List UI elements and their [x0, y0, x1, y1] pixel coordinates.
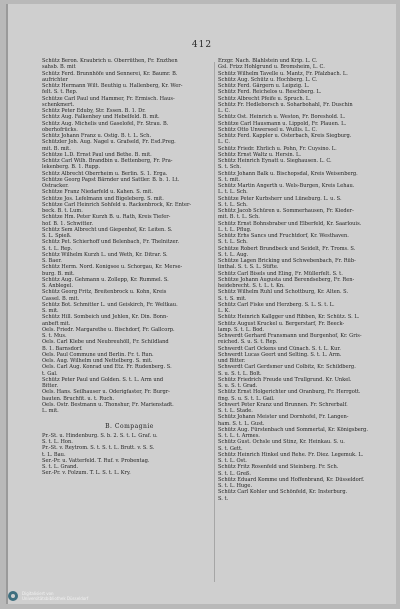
entry-line: mit. B. mit. [42, 145, 71, 152]
entry-line: L. t. L. Pflug. [218, 226, 252, 233]
entry-line: Schütz Fr. Hedleborsch u. Soharbohahl, Fr. Duschin [218, 101, 353, 108]
entry-line: Schütz Eduard Komme und Hoffenbrand, Kr. Düsseldorf. [218, 476, 365, 483]
entry-line: Oels. Friedr. Margarethe u. Bischdorf, Fr. Gallcorp. [42, 326, 175, 333]
entry-line: Schütze Peter Kurbsherr und Lüneburg. L. u. S. [218, 195, 342, 202]
entry-line: Schütze Carl Heinrich Sohfeld u. Rackenbrock, Kr. Enter- [42, 201, 192, 208]
entry-line: S. t. mit. [218, 176, 240, 183]
entry-line: Schwerdt Gerhard Fransmann und Burgenhof, Kr. Gris- [218, 333, 362, 339]
entry-line: anbeft mit. [42, 320, 71, 327]
entry-line: fing. S. u. S. t. L. Gail. [218, 395, 275, 402]
entry-line: Bitter. [42, 383, 58, 389]
entry-line: S. t. Mus. [42, 333, 67, 339]
entry-line: Schütz Herm. Nord. Konigsee u. Schorgau, Kr. Merse- [42, 264, 183, 271]
entry-line: Schütz Ernst Holgerichter und Oranburg, Fr. Herrgott. [218, 389, 361, 396]
entry-line: Schütze Georg Papst Bärnder und Sattler. B. b. 1. Lt. [42, 176, 180, 183]
entry-line: oberhofrücks. [42, 126, 78, 133]
entry-line: Schütze Robert Brundbeck und Seidelt, Fr. Troms. S. [218, 245, 356, 252]
entry-line: Oels. Paul Commune und Berlin. Fr. t. Run. [42, 351, 154, 358]
entry-line: Schütz Hermann Wilt. Beuthig u. Hallenberg, Kr. Wer- [42, 83, 183, 89]
entry-line: Schützler Joh. Aug. Nagel u. Grafseld, Fr. Esd.Preg. [42, 139, 176, 146]
entry-line: Schwert Peter Kranz und Brunnen. Fr. Schrerbalf. [218, 401, 348, 408]
library-logo-icon [8, 591, 18, 601]
entry-line: L. K. [218, 308, 231, 314]
entry-line: mit. B. t. L. Sch. [218, 214, 260, 221]
entry-line: Schütz Ost. Heinrich u. Weston, Fr. Boreshold. L. [218, 114, 346, 121]
entry-line: Erzgr. Nach. Blahlstein und Krip. L. C. [218, 58, 318, 64]
entry-line: t. Gal. [42, 370, 58, 377]
entry-line: Schütz Carl Wilh. Brandbin u. Bettenberg, Fr. Pra- [42, 158, 173, 164]
entry-line: lekenberg. B. 1. Rupp. [42, 164, 100, 171]
entry-line: S. t. L. Stade. [218, 408, 253, 414]
entry-line: Schütz Aug. Michelis und Gaselofel, Fr. Strau. B. [42, 120, 169, 127]
entry-line: felt. S. t. Rep. [42, 89, 78, 96]
entry-line: Schütz Sem Albrecht und Giepenhof, Kr. Leiten. S. [42, 226, 173, 233]
entry-line: Schütz Albrecht Pfeife u. Spruch. L. [218, 95, 311, 102]
entry-line: S. t. Gett. [218, 445, 243, 452]
entry-line: Schütz Beron. Kraubrich u. Oberrüthen, Fr. Enzthen [42, 58, 178, 64]
entry-line: Schütz Friedr. Ehrlich u. Pohn, Fr. Cuysino. L. [218, 145, 337, 152]
entry-line: S. t. L. Huge. [218, 483, 253, 489]
entry-line: Schütz Peter Paul und Golden. S. t. L. Arm und [42, 376, 164, 383]
entry-line: S. t. L. Rep. [42, 245, 73, 252]
entry-line: S. t. L. Greß. [218, 470, 251, 477]
entry-line: Schütz Wilhelm Kurzh L. und Weth, Kr. Ditrar. S. [42, 251, 168, 258]
entry-line: S. t. L. Ost. [218, 458, 247, 464]
entry-line: Gsl. Frizz Hohlgrund u. Bromsheim, L. C. [218, 64, 325, 71]
entry-line: Schütz Johann Meister und Dornhofel, Fr. Langen- [218, 414, 349, 421]
entry-line: L. C. [218, 108, 230, 114]
entry-line: L. t. L. Sch. [218, 189, 248, 196]
entry-line: Schütz Ferd. Brunnhöfe und Sennerei, Kr. Baumr. B. [42, 70, 178, 77]
entry-line: Schütz Erhs Sancs und Fruchtdorf, Kr. Westhaven. [218, 233, 349, 239]
entry-line: Schütz Otto Unwerseel u. Wullis. L. C. [218, 126, 318, 133]
entry-line: S. t. L. Aug. [218, 251, 249, 258]
entry-line: S. u. S. t. L. Bolt. [218, 370, 262, 377]
entry-line: Pr.-St. u. Hindenburg. S. b. 2. S. t. L. Graf. u. [42, 432, 158, 439]
entry-line: S. t. L. Grand. [42, 464, 79, 470]
entry-line: t. L. Bau. [42, 451, 66, 458]
entry-line: Schütze L.D. Ernst Paul und Bethe. B. mit. [42, 151, 152, 158]
entry-line: Schütz Jacob Schüren u. Sommerhausen, Fr. Kieder- [218, 208, 354, 214]
watermark-line-1: Digitalisiert von [22, 591, 54, 596]
page-number: 412 [191, 40, 213, 50]
entry-line: Oels. Carl Aug. Konrad und Etz. Fr. Rudenberg. S. [42, 364, 172, 371]
entry-line: reiched. S. u. S. t. Rep. [218, 339, 278, 346]
right-column [218, 58, 393, 502]
entry-line: Ser.-Pr. u. Vatterfeld. T. Ruf. v. Probentag. [42, 457, 150, 464]
entry-line: Schütz Carl Kohler und Schönfeld, Kr. Insterburg. [218, 489, 348, 496]
entry-line: S. t. L. Hon. [42, 439, 73, 445]
entry-line: Schütz Gust. Ochsle und Stinz, Kr. Heinkau. S. u. [218, 439, 345, 446]
entry-line: Schütz Peter Eduby, Str. Essen. B. 1. Dr. [42, 108, 146, 114]
entry-line: Schütz Ferd. Kappler u. Osterbach, Kreis Siegburg. [218, 133, 352, 139]
entry-line: Schütz Fritz Rosenfeld und Steinberg. Fr. Sch. [218, 464, 339, 471]
entry-line: Oels. Carl Klebe und Neubreuhöll, Fr. Schildland [42, 339, 169, 346]
entry-line: Schütz Heinrich Kallgger und Ribben, Kr. Schütz. S. L. [218, 314, 360, 321]
entry-line: Schütz Ernst Bohnsbraber und Elberfeld, Kr. Saarlouis. [218, 220, 362, 227]
entry-line: Schütze Carl Hausmann u. Lippold, Fr. Plauen. L. [218, 120, 347, 127]
entry-line: S. t. Sch. [218, 164, 242, 171]
entry-line: sahsb. B. mit [42, 64, 76, 71]
entry-line: ham. S. t. L. Gust. [218, 420, 265, 427]
entry-line: burg. B. mit. [42, 270, 75, 277]
entry-line: hof. B. 1. Schwitter. [42, 220, 93, 227]
entry-line: S. u. S. t. Grad. [218, 383, 258, 389]
entry-line: Schütz Ernst Waltz u. Hersin. L. [218, 151, 301, 158]
entry-line: schenkmert. [42, 101, 75, 108]
entry-line: Schütze Carl Paul und Hammer, Fr. Ermisch. Haus- [42, 95, 175, 102]
entry-line: S. t. L. t. Armes. [218, 433, 260, 439]
entry-line: Schwerdt Carl Gerdsmer und Colbitz, Kr. Schildberg. [218, 364, 356, 371]
entry-line: L. mit. [42, 408, 59, 414]
entry-line: Schütz Ferd. Gärgern u. Leipzig. L. [218, 83, 310, 89]
entry-line: heidebrecht. S. t. L. t. Kn. [218, 283, 285, 289]
left-column [42, 58, 217, 477]
entry-line: Oels. Hans. Seilhauser u. Oderigfaster, Fr. Burgr- [42, 389, 170, 396]
entry-line: S. Anblegel. [42, 283, 73, 289]
entry-line: Schütz Bot. Schmitter L. und Geiskirch, Fr. Weltkau. [42, 301, 178, 308]
entry-line: Schütz Aug. Falkenhey und Hebelfeld. B. mit. [42, 114, 160, 121]
entry-line: Oels. Ostr. Bestmann u. Thonshur, Fr. Marienstadt. [42, 401, 174, 408]
entry-line: Schütze Johann Augusta und Berendseberg, Fr. Ren- [218, 276, 355, 283]
entry-line: Schütz Hill. Sombeich und Jehlen, Kr. Din. Bonn- [42, 314, 169, 321]
document-page [6, 4, 396, 604]
entry-line: Schütz Wilhelm Tavelle u. Mantz, Fr. Pfalzbach. L. [218, 70, 348, 77]
entry-line: Schütze Franz Niedarfeld u. Kahen. S. mit. [42, 189, 153, 196]
entry-line: beck. B. t. Lum. [42, 208, 83, 214]
watermark-line-2: Universitätsbibliothek Düsseldorf [22, 596, 89, 601]
entry-line: Schwerdt Lucas Geert und Selting. S. t. L. Arm. [218, 351, 342, 358]
entry-line: L. C. [218, 139, 230, 146]
entry-line: Schütz Friedrich Freude und Trullgrund. Kr. Unkel. [218, 376, 352, 383]
entry-line: Schütze Jos. Lefelmann und Bigeleberg. S. mit. [42, 195, 164, 202]
entry-line: S. t. L. Sch. [218, 239, 248, 246]
entry-line: aufrichter [42, 76, 68, 83]
entry-line: Schütze Lagen Bricking und Schwebenbach, Fr. Rüb- [218, 258, 356, 264]
entry-line: S. t. L. Sch. [218, 201, 248, 208]
entry-line: Schütz Georg Fritz, Breitenbrock u. Kohn, Kreis [42, 289, 167, 296]
entry-line: S. t. [218, 495, 229, 502]
entry-line: Schütz Heinrich Eynatt u. Sieghausen. L. C. [218, 158, 332, 164]
entry-line: Schütz Carl Bisels und Eling, Fr. Müllerfelt. S. t. [218, 270, 343, 277]
entry-line: Ostracker. [42, 183, 69, 189]
entry-line: Schwerdt Carl Ockens und Cünach. S. t. L. Kur. [218, 345, 341, 352]
entry-line: Schütz Albrecht Oberrheim u. Berlin. S. 1. Erga. [42, 170, 168, 177]
entry-line: Oels. Aug. Wilhelm und Nettelberg. S. mit. [42, 358, 153, 364]
blank-line [42, 414, 217, 420]
entry-line: S. mit. [42, 308, 59, 314]
entry-line: Schütz Carl Fiske und Herzberg. S. L. S. t. L. [218, 301, 335, 308]
entry-line: Schütz Aug. Fürstenbach und Sommertal, Kr. Königsberg. [218, 426, 369, 433]
entry-line: Schütz August Kruckel u. Bergerstarf, Fr. Beeck- [218, 320, 345, 327]
library-watermark [8, 591, 88, 601]
entry-line: Schütze Hm. Peter Kurzh B. u. Rath, Kreis Tiefer- [42, 214, 171, 221]
entry-line: B. 1. Barnsdorf. [42, 345, 83, 352]
entry-line: Pr.-St. v. Reytrom. S. t. S. t. L. Brutt. v. S. S. [42, 445, 155, 452]
entry-line: Schütz Johann Balk u. Bischopsdal, Kreis Weisenberg. [218, 170, 358, 177]
entry-line: Schütz Johann Franz u. Ostig. B. t. L. Sch. [42, 133, 152, 139]
entry-line: Cassel. B. mit. [42, 295, 80, 302]
entry-line: S. L. Spieß. [42, 233, 72, 239]
entry-line: Schütz Ferd. Reichelos u. Reschberg. L. [218, 89, 322, 96]
entry-line: lamp. S. t. L. Bod. [218, 326, 265, 333]
entry-line: S. Baer. [42, 258, 62, 264]
entry-line: Schütz Aug. Schütz u. Hochberg. L. C. [218, 76, 318, 83]
entry-line: Schütz Aug. Gehmann u. Zollepp, Kr. Rummel. S. [42, 276, 169, 283]
entry-line: Ser.-Pr. v. Folzum. T. L. S. t. L. Kry. [42, 470, 131, 477]
entry-line: Schütz Martin Angerth u. Wels-Burgen, Kreis Lehau. [218, 183, 355, 189]
entry-line: bauten. Bruchfit. u. t. Ruch. [42, 395, 115, 402]
entry-line: S. t. S. mit. [218, 295, 247, 302]
section-title: B. Compagnie [105, 422, 154, 430]
entry-line: Schütz Wilhelm Ruhl und Schottburg, Kr. Alten. S. [218, 289, 349, 296]
entry-line: Schütz Heinrich Hinkel und Rehe. Fr. Diez. Legemuk. L. [218, 451, 364, 458]
entry-line: Schütz Pet. Schierhoff und Belenbach, Fr. Thelnitzer. [42, 239, 179, 246]
entry-line: und Bitter. [218, 358, 246, 364]
entry-line: linthal. S. t. S. L. Stifte. [218, 264, 279, 271]
